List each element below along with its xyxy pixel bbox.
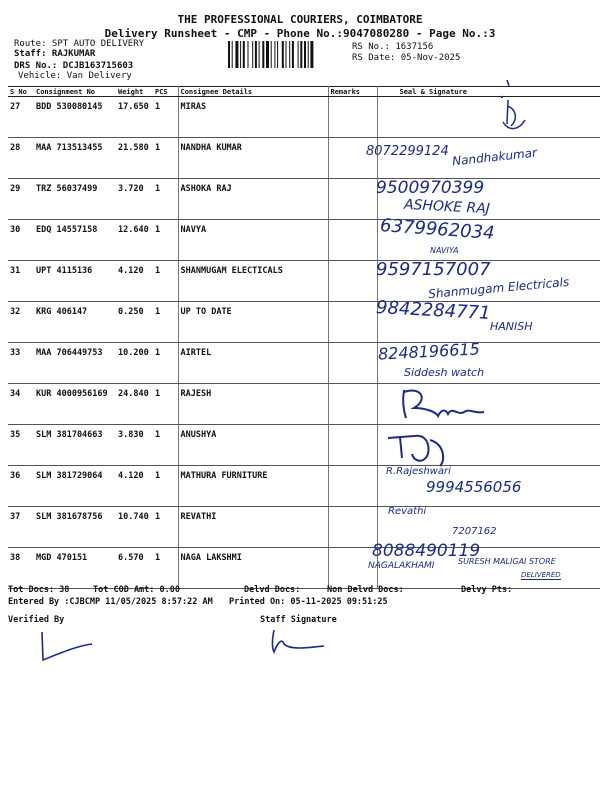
barcode-bar — [262, 41, 264, 68]
barcode-bar — [282, 41, 284, 68]
hw-r38-delivered: DELIVERED — [521, 571, 561, 579]
signature-r27 — [495, 94, 535, 140]
rs-number: RS No.: 1637156 — [352, 42, 434, 52]
table-row — [8, 425, 600, 466]
cell-pcs: 1 — [153, 138, 178, 179]
cell-consignee: ASHOKA RAJ — [178, 179, 328, 220]
col-remarks: Remarks — [328, 87, 377, 97]
cell-consignment-no: UPT 4115136 — [34, 261, 116, 302]
cell-weight: 12.640 — [116, 220, 153, 261]
cell-pcs: 1 — [153, 507, 178, 548]
cell-seal-signature — [377, 97, 600, 138]
cell-consignment-no: KRG 406147 — [34, 302, 116, 343]
footer-tot-cod: Tot COD Amt: 0.00 — [93, 585, 180, 595]
barcode-bar — [286, 41, 287, 68]
rs-date: RS Date: 05-Nov-2025 — [352, 53, 461, 63]
cell-sno: 30 — [8, 220, 34, 261]
barcode — [228, 41, 346, 68]
footer-printed-on: Printed On: 05-11-2025 09:51:25 — [229, 597, 388, 607]
company-name: THE PROFESSIONAL COURIERS, COIMBATORE — [177, 13, 423, 26]
verified-by-label: Verified By — [8, 615, 65, 625]
hw-r36-phone: 9994556056 — [426, 478, 522, 496]
cell-consignment-no: SLM 381729064 — [34, 466, 116, 507]
cell-consignee: RAJESH — [178, 384, 328, 425]
col-consignee: Consignee Details — [178, 87, 328, 97]
cell-weight: 17.650 — [116, 97, 153, 138]
barcode-bar — [298, 41, 299, 68]
cell-sno: 32 — [8, 302, 34, 343]
col-seal: Seal & Signature — [377, 87, 600, 97]
barcode-bar — [300, 41, 302, 68]
barcode-bar — [310, 41, 313, 68]
cell-weight: 24.840 — [116, 384, 153, 425]
cell-consignee: NAGA LAKSHMI — [178, 548, 328, 589]
cell-remarks — [328, 343, 377, 384]
cell-pcs: 1 — [153, 548, 178, 589]
hw-r38-store: SURESH MALIGAI STORE — [458, 557, 556, 566]
cell-sno: 37 — [8, 507, 34, 548]
cell-weight: 10.740 — [116, 507, 153, 548]
runsheet-subtitle: Delivery Runsheet - CMP - Phone No.:9047080280 - Page No.:3 — [104, 27, 496, 40]
cell-consignee: AIRTEL — [178, 343, 328, 384]
hw-r31-name: Shanmugam Electricals — [427, 274, 570, 302]
cell-remarks — [328, 384, 377, 425]
cell-sno: 35 — [8, 425, 34, 466]
col-consignment: Consignment No — [34, 87, 116, 97]
cell-consignee: UP TO DATE — [178, 302, 328, 343]
barcode-bar — [289, 41, 290, 68]
cell-weight: 6.570 — [116, 548, 153, 589]
footer-delvd-docs: Delvd Docs: — [244, 585, 301, 595]
cell-remarks — [328, 302, 377, 343]
cell-consignee: ANUSHYA — [178, 425, 328, 466]
cell-weight: 3.830 — [116, 425, 153, 466]
barcode-bar — [252, 41, 253, 68]
cell-remarks — [328, 261, 377, 302]
cell-remarks — [328, 179, 377, 220]
cell-consignee: MIRAS — [178, 97, 328, 138]
hw-r33-name: Siddesh watch — [404, 366, 485, 379]
cell-consignee: NAVYA — [178, 220, 328, 261]
cell-sno: 36 — [8, 466, 34, 507]
hw-r32-phone: 9842284771 — [375, 297, 492, 324]
staff-label: Staff: RAJKUMAR — [14, 49, 96, 59]
cell-consignee: SHANMUGAM ELECTICALS — [178, 261, 328, 302]
footer-entered-by: Entered By :CJBCMP 11/05/2025 8:57:22 AM — [8, 597, 213, 607]
cell-sno: 34 — [8, 384, 34, 425]
vehicle-label: Vehicle: Van Delivery — [18, 71, 132, 81]
cell-consignee: REVATHI — [178, 507, 328, 548]
cell-pcs: 1 — [153, 302, 178, 343]
cell-sno: 28 — [8, 138, 34, 179]
cell-consignment-no: MGD 470151 — [34, 548, 116, 589]
barcode-bar — [232, 41, 233, 68]
cell-weight: 4.120 — [116, 261, 153, 302]
cell-sno: 38 — [8, 548, 34, 589]
col-pcs: PCS — [153, 87, 178, 97]
footer-delvy-pts: Delvy Pts: — [461, 585, 513, 595]
cell-weight: 3.720 — [116, 179, 153, 220]
drs-label: DRS No.: — [14, 61, 58, 71]
cell-consignment-no: SLM 381704663 — [34, 425, 116, 466]
cell-pcs: 1 — [153, 179, 178, 220]
hw-r28-phone: 8072299124 — [366, 144, 449, 159]
signature-r34 — [398, 382, 490, 422]
barcode-bar — [266, 41, 269, 68]
cell-pcs: 1 — [153, 261, 178, 302]
hw-r33-phone: 8248196615 — [377, 339, 481, 364]
barcode-bar — [271, 41, 272, 68]
hw-r30-name: NAVIYA — [430, 246, 459, 255]
footer-non-delvd-docs: Non Delvd Docs: — [327, 585, 404, 595]
table-row — [8, 384, 600, 425]
cell-remarks — [328, 425, 377, 466]
barcode-bar — [304, 41, 306, 68]
cell-sno: 27 — [8, 97, 34, 138]
hw-r37-name: Revathi — [388, 506, 427, 517]
table-row — [8, 179, 600, 220]
table-row — [8, 507, 600, 548]
cell-consignee: NANDHA KUMAR — [178, 138, 328, 179]
signature-r35 — [384, 430, 454, 468]
cell-weight: 10.200 — [116, 343, 153, 384]
table-row — [8, 548, 600, 589]
hw-r37-num: 7207162 — [452, 526, 497, 537]
ink-mark — [505, 78, 513, 88]
hw-r38-phone: 8088490119 — [372, 541, 481, 561]
hw-r36-name: R.Rajeshwari — [386, 466, 451, 477]
cell-pcs: 1 — [153, 466, 178, 507]
barcode-bar — [274, 41, 275, 68]
hw-r32-name: HANISH — [490, 320, 533, 333]
cell-consignment-no: KUR 4000956169 — [34, 384, 116, 425]
cell-remarks — [328, 507, 377, 548]
table-row — [8, 343, 600, 384]
barcode-bar — [255, 41, 257, 68]
hw-r31-phone: 9597157007 — [376, 259, 491, 280]
barcode-bar — [228, 41, 230, 68]
hw-r38-name: NAGALAKHAMI — [368, 561, 435, 571]
cell-consignee: MATHURA FURNITURE — [178, 466, 328, 507]
barcode-bar — [308, 41, 309, 68]
cell-consignment-no: SLM 381678756 — [34, 507, 116, 548]
signature-staff — [268, 628, 328, 656]
cell-pcs: 1 — [153, 425, 178, 466]
hw-r29-phone: 9500970399 — [376, 178, 485, 198]
hw-r29-name: ASHOKE RAJ — [403, 196, 491, 218]
barcode-bar — [248, 41, 249, 68]
staff-signature-label: Staff Signature — [260, 615, 337, 625]
cell-weight: 21.580 — [116, 138, 153, 179]
barcode-bar — [259, 41, 260, 68]
cell-pcs: 1 — [153, 97, 178, 138]
drs-number — [14, 61, 133, 71]
cell-consignment-no: EDQ 14557158 — [34, 220, 116, 261]
table-row — [8, 220, 600, 261]
cell-consignment-no: MAA 713513455 — [34, 138, 116, 179]
cell-remarks — [328, 97, 377, 138]
hw-r28-name: Nandhakumar — [451, 145, 538, 169]
cell-pcs: 1 — [153, 384, 178, 425]
route-label: Route: SPT AUTO DELIVERY — [14, 39, 145, 49]
cell-pcs: 1 — [153, 343, 178, 384]
footer-tot-docs: Tot Docs: 38 — [8, 585, 70, 595]
signature-verified — [36, 630, 96, 664]
barcode-bar — [240, 41, 241, 68]
cell-sno: 31 — [8, 261, 34, 302]
barcode-bar — [235, 41, 238, 68]
cell-consignment-no: TRZ 56037499 — [34, 179, 116, 220]
cell-sno: 29 — [8, 179, 34, 220]
cell-weight: 4.120 — [116, 466, 153, 507]
col-weight: Weight — [116, 87, 153, 97]
barcode-graphic — [228, 41, 346, 68]
hw-r30-phone: 6379962034 — [379, 215, 496, 244]
barcode-bar — [243, 41, 245, 68]
col-sno: S No — [8, 87, 34, 97]
cell-sno: 33 — [8, 343, 34, 384]
barcode-bar — [277, 41, 278, 68]
drs-value: DCJB163715603 — [62, 61, 134, 71]
cell-pcs: 1 — [153, 220, 178, 261]
cell-consignment-no: BDD 530080145 — [34, 97, 116, 138]
cell-remarks — [328, 466, 377, 507]
cell-consignment-no: MAA 706449753 — [34, 343, 116, 384]
cell-weight: 0.250 — [116, 302, 153, 343]
barcode-bar — [292, 41, 294, 68]
cell-remarks — [328, 220, 377, 261]
